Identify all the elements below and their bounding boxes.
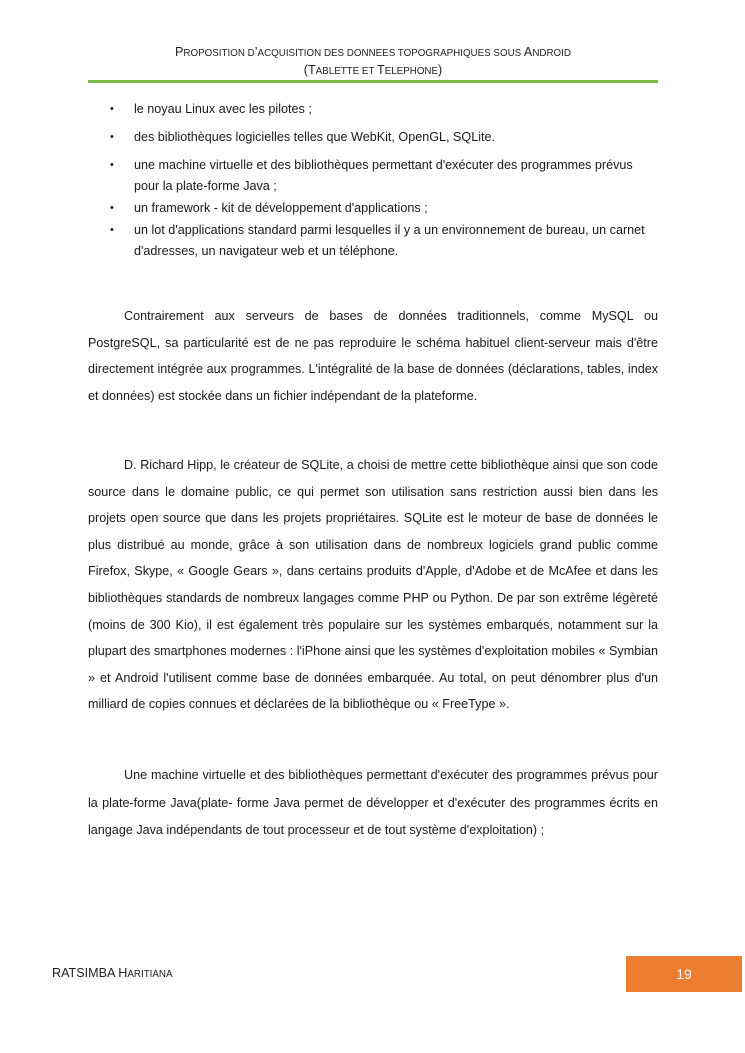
- bullet-icon: •: [110, 159, 114, 171]
- list-item: • un framework - kit de développement d'applications ;: [110, 198, 658, 219]
- header-line-1: PROPOSITION D’ACQUISITION DES DONNEES TOPOGRAPHIQUES SOUS ANDROID: [175, 45, 571, 59]
- bullet-list: [110, 99, 658, 269]
- list-item: • un lot d'applications standard parmi lesquelles il y a un environnement de bureau, un carnet d'adresses, un navigateur web et un téléphone.: [110, 220, 658, 262]
- running-header: [88, 44, 658, 80]
- paragraph-sqlite-history: D. Richard Hipp, le créateur de SQLite, a choisi de mettre cette bibliothèque ainsi que son code source dans le domaine public, ce qui permet son utilisation sans restriction aussi bien dans les projets open source que dans les projets propriétaires. SQLite est le moteur de base de données le plus distribué au monde, grâce à son utilisation dans de nombreux logiciels grand public comme Firefox, Skype, « Google Gears », dans certains produits d'Apple, d'Adobe et de McAfee et dans les bibliothèques standards de nombreux langages comme PHP ou Python. De par son extrême légèreté (moins de 300 Kio), il est également très populaire sur les systèmes embarqués, notamment sur la plupart des smartphones modernes : l'iPhone ainsi que les systèmes d'exploitation mobiles « Symbian » et Android l'utilisent comme base de données embarquée. Au total, on peut dénombrer plus d'un milliard de copies connues et déclarées de la bibliothèque ou « FreeType ».: [88, 458, 658, 712]
- list-item: • des bibliothèques logicielles telles que WebKit, OpenGL, SQLite.: [110, 127, 658, 148]
- footer-author: RATSIMBA HARITIANA: [52, 966, 173, 980]
- paragraph-sqlite-architecture: Contrairement aux serveurs de bases de données traditionnels, comme MySQL ou PostgreSQL, sa particularité est de ne pas reproduire le schéma habituel client-serveur mais d'être directement intégrée aux programmes. L'intégralité de la base de données (déclarations, tables, index et données) est stockée dans un fichier indépendant de la plateforme.: [88, 309, 658, 403]
- bullet-icon: •: [110, 224, 114, 236]
- bullet-icon: •: [110, 131, 114, 143]
- header-line-2: (TABLETTE ET TELEPHONE): [303, 63, 443, 77]
- header-rule: [88, 80, 658, 83]
- bullet-icon: •: [110, 103, 114, 115]
- list-item: • le noyau Linux avec les pilotes ;: [110, 99, 658, 120]
- page-number: 19: [626, 956, 742, 992]
- bullet-icon: •: [110, 202, 114, 214]
- list-item: • une machine virtuelle et des bibliothèques permettant d'exécuter des programmes prévus pour la plate-forme Java ;: [110, 155, 658, 197]
- paragraph-java-vm: Une machine virtuelle et des bibliothèques permettant d'exécuter des programmes prévus pour la plate-forme Java(plate- forme Java permet de développer et d'exécuter des programmes écrits en langage Java indépendants de tout processeur et de tout système d'exploitation) ;: [88, 768, 658, 837]
